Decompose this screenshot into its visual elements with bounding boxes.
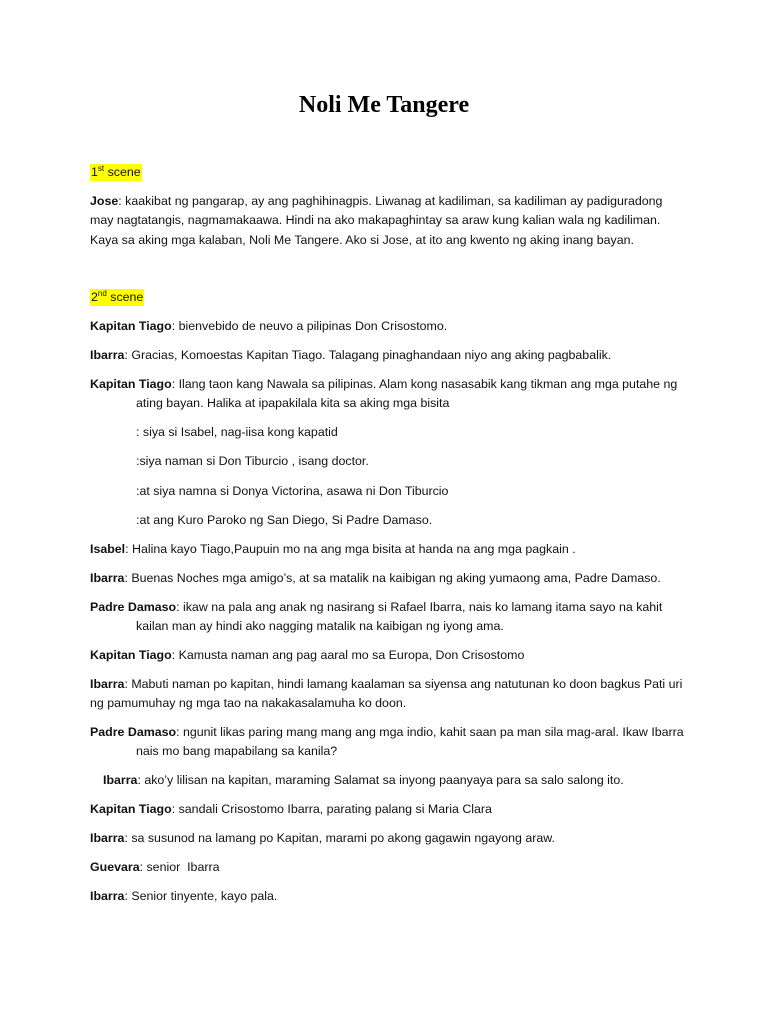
dialogue-text: : sandali Crisostomo Ibarra, parating palang si Maria Clara bbox=[171, 802, 492, 816]
introduction-line: :at ang Kuro Paroko ng San Diego, Si Padre Damaso. bbox=[136, 513, 433, 527]
speaker-name: Kapitan Tiago bbox=[90, 319, 172, 333]
dialogue-line bbox=[90, 646, 686, 665]
dialogue-line bbox=[90, 317, 686, 336]
dialogue-text: : Ilang taon kang Nawala sa pilipinas. Alam kong nasasabik kang tikman ang mga putahe ng ating bayan. Halika at ipapakilala kita sa aking mga bisita bbox=[136, 377, 678, 411]
dialogue-line bbox=[90, 598, 686, 637]
speaker-name: Jose bbox=[90, 194, 119, 208]
dialogue-text: : Senior tinyente, kayo pala. bbox=[124, 889, 278, 903]
dialogue-text: : Halina kayo Tiago,Paupuin mo na ang mga bisita at handa na ang mga pagkain . bbox=[125, 542, 576, 556]
speaker-name: Kapitan Tiago bbox=[90, 648, 172, 662]
dialogue-line bbox=[90, 540, 686, 559]
dialogue-text: : Kamusta naman ang pag aaral mo sa Europa, Don Crisostomo bbox=[171, 648, 525, 662]
dialogue-line bbox=[90, 858, 686, 877]
speaker-name: Isabel bbox=[90, 542, 126, 556]
speaker-name: Padre Damaso bbox=[90, 725, 177, 739]
introduction-line: :at siya namna si Donya Victorina, asawa ni Don Tiburcio bbox=[136, 484, 449, 498]
speaker-name: Padre Damaso bbox=[90, 600, 177, 614]
dialogue-text: : ikaw na pala ang anak ng nasirang si Rafael Ibarra, nais ko lamang itama sayo na kahit kailan man ay hindi ako nagging matalik na kaibigan ng iyong ama. bbox=[136, 600, 663, 634]
dialogue-line bbox=[90, 723, 686, 762]
dialogue-line bbox=[90, 800, 686, 819]
dialogue-text: : kaakibat ng pangarap, ay ang paghihinagpis. Liwanag at kadiliman, sa kadiliman ay padiguradong may nagtatangis, nagmamakaawa. Hindi na ako makapaghintay sa araw kung kalian wala ng kadiliman. Kaya sa aking mga kalaban, Noli Me Tangere. Ako si Jose, at ito ang kwento ng aking inang bayan. bbox=[90, 194, 663, 247]
speaker-name: Kapitan Tiago bbox=[90, 377, 172, 391]
scene-heading-2: 2nd scene bbox=[91, 289, 144, 304]
introduction-line: :siya naman si Don Tiburcio , isang doctor. bbox=[136, 454, 369, 468]
dialogue-line bbox=[90, 569, 686, 588]
speaker-name: Ibarra bbox=[90, 571, 125, 585]
dialogue-line bbox=[90, 675, 686, 714]
speaker-name: Ibarra bbox=[90, 831, 125, 845]
dialogue-text: : ako’y lilisan na kapitan, maraming Salamat sa inyong paanyaya para sa salo salong ito. bbox=[137, 773, 624, 787]
introduction-line: : siya si Isabel, nag-iisa kong kapatid bbox=[136, 425, 338, 439]
dialogue-text: : ngunit likas paring mang mang ang mga indio, kahit saan pa man sila mag-aral. Ikaw Ibarra nais mo bang mapabilang sa kanila? bbox=[136, 725, 684, 759]
speaker-name: Ibarra bbox=[103, 773, 138, 787]
dialogue-line bbox=[103, 771, 624, 790]
dialogue-text: : bienvebido de neuvo a pilipinas Don Crisostomo. bbox=[171, 319, 448, 333]
document-title: Noli Me Tangere bbox=[298, 92, 470, 118]
dialogue-text: : Gracias, Komoestas Kapitan Tiago. Talagang pinaghandaan niyo ang aking pagbabalik. bbox=[124, 348, 612, 362]
speaker-name: Ibarra bbox=[90, 889, 125, 903]
dialogue-text: : senior Ibarra bbox=[139, 860, 220, 874]
dialogue-line bbox=[90, 887, 686, 906]
speaker-name: Kapitan Tiago bbox=[90, 802, 172, 816]
dialogue-text: : Buenas Noches mga amigo’s, at sa matalik na kaibigan ng aking yumaong ama, Padre Damaso. bbox=[124, 571, 661, 585]
dialogue-text: : sa susunod na lamang po Kapitan, marami po akong gagawin ngayong araw. bbox=[124, 831, 555, 845]
scene-heading-1: 1st scene bbox=[91, 164, 141, 179]
dialogue-jose bbox=[90, 192, 686, 250]
dialogue-text: : Mabuti naman po kapitan, hindi lamang kaalaman sa siyensa ang natutunan ko doon bagkus Pati uri ng pamumuhay ng mga tao na nakakasalamuha ko doon. bbox=[90, 677, 683, 711]
dialogue-line bbox=[90, 829, 686, 848]
speaker-name: Ibarra bbox=[90, 348, 125, 362]
speaker-name: Ibarra bbox=[90, 677, 125, 691]
dialogue-line bbox=[90, 375, 686, 414]
speaker-name: Guevara bbox=[90, 860, 140, 874]
dialogue-line bbox=[90, 346, 686, 365]
